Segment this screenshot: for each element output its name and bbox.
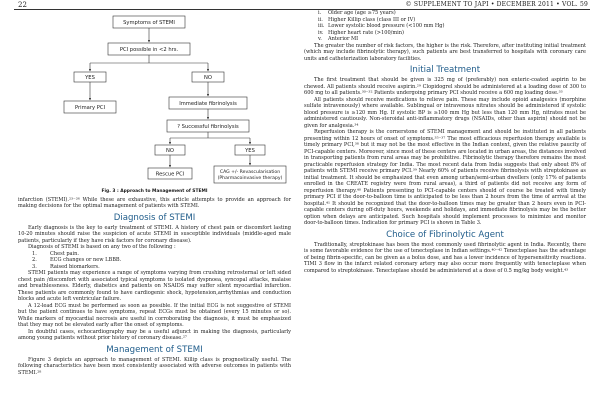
diagnosis-paragraph-3: STEMI patients may experience a range of symptoms varying from crushing retrosternal or left sided chest pain /discomfort with associated typical symptoms to isolated dyspnoea, syncopal attacks, malaise and breathlessness. Elderly, diabetics and patients on NSAIDS may suffer silent myocardial infarction. These patients are commonly found to have cardiogenic shock, hypotension,arrhythmias and conduction blocks and acute left ventricular failure.	[18, 270, 291, 303]
initial-paragraph-2: All patients should receive medications to relieve pain. These may include opioid analgesics (morphine sulfate intravenously) where available. Sublingual or intravenous nitrates should be administered if systolic blood pressure is ≥120 mm Hg. If systolic BP is ≥100 mm Hg but less than 120 mm Hg, nitrates must be administered cautiously. Non-steroidal anti-inflammatory drugs (NSAIDs, other than aspirin) should not be given for analgesia.³⁴	[304, 96, 586, 129]
figure-caption	[18, 189, 291, 195]
initial-paragraph-3: Reperfusion therapy is the cornerstone of STEMI management and should be instituted in all patients presenting within 12 hours of onset of symptoms.³⁵⁻³⁷ The most efficacious reperfusion therapy available is timely primary PCI,³⁸ but it may not be the most effective in the Indian context, given the relative paucity of PCI-capable centers. Moreover, since most of these centers are located in urban areas, the distances involved in transporting patients from rural areas may be prohibitive. Fibrinolytic therapy therefore remains the most practicable reperfusion strategy for India. The most recent data from India suggests that only about 8% of patients with STEMI receive primary PCI.³⁹ Nearly 60% of patients receive fibrinolysis with streptokinase as initial treatment. It should be emphasized that even among urban/semi-urban dwellers (only 17% of patients enrolled in the CREATE registry were from rural areas), a third of patients did not receive any form of reperfusion therapy.⁴⁰ Patients presenting to PCI-capable centers should of course be treated with timely primary PCI if the door-to-balloon time is anticipated to be less than 2 hours from the time of arrival at the hospital.⁴¹ It should be recognized that the door-to-balloon times may be greater than 2 hours even in PCI-capable centers during off-duty hours, weekends and holidays, and immediate fibrinolysis may be the better option when delays are anticipated. Such hospitals should implement processes to minimize and monitor door-to-balloon times. Indication for primary PCI is shown in Table 3.	[304, 129, 586, 226]
initial-paragraph-1: The first treatment that should be given is 325 mg of (preferably) non enteric-coated aspirin to be chewed. All patients should receive aspirin.²⁹ Clopidogrel should be administered at a loading dose of 300 to 600 mg to all patients.³⁰⁻³² Patients undergoing primary PCI should receive a 600 mg loading dose.³³	[304, 77, 586, 96]
management-paragraph-1: Figure 3 depicts an approach to management of STEMI. Killip class is prognostically useful. The following characteristics have been most consistently associated with adverse outcomes in patients with STEMI.²⁸	[18, 356, 291, 376]
box-cag-label-line: (Pharmacoinvasive therapy)	[217, 176, 283, 181]
label-no-lower: NO	[166, 148, 174, 154]
list-item-number: 2.	[32, 257, 37, 264]
list-item-number: 3.	[32, 263, 37, 270]
list-item-number: iv.	[318, 29, 324, 36]
intro-paragraph: infarction (STEMI).²³⁻²⁶ While these are exhaustive, this article attempts to provide an approach for making decisions for the optimal management of patients with STEMI.	[18, 196, 291, 210]
list-item-text: Lower systolic blood pressure (<100 mm Hg)	[328, 23, 445, 29]
right-column	[304, 10, 586, 274]
list-item-number: ii.	[318, 16, 323, 23]
box-primary-pci-label: Primary PCI	[75, 105, 105, 111]
box-cag-label-line: CAG +/- Revascularisation	[219, 170, 281, 175]
list-item-text: Higher heart rate (>100/min)	[328, 29, 404, 36]
heading-management: Management of STEMI	[106, 344, 203, 355]
box-rescue-pci-label: Rescue PCI	[155, 171, 185, 178]
label-yes-left: YES	[85, 75, 95, 81]
box-immediate-fib-label: Immediate fibrinolysis	[179, 101, 237, 107]
box-symptoms-label: Symptoms of STEMI	[123, 20, 175, 26]
list-item-text: Higher Killip class (class III or IV)	[328, 16, 416, 23]
diagnosis-paragraph-4: A 12-lead ECG must be performed as soon as possible. If the initial ECG is not suggestive of STEMI but the patient continues to have symptoms, repeat ECGs must be obtained (every 15 minutes or so). While markers of myocardial necrosis are useful in corroborating the diagnosis, it must be emphasized that they may not be elevated early after the onset of symptoms.	[18, 302, 291, 329]
risk-paragraph: The greater the number of risk factors, the higher is the risk. Therefore, after instituting initial treatment (which may include fibrinolytic therapy), such patients are best transferred to hospitals with coronary care units and catheterization laboratory facilities.	[304, 42, 586, 62]
diagnosis-paragraph-5: In doubtful cases, echocardiography may be a useful adjunct in making the diagnosis, particularly among young patients without prior history of coronary disease.²⁷	[18, 328, 291, 342]
figure-caption-title: Fig. 3 : Approach to Management of STEMI	[101, 189, 208, 194]
box-cag-label	[218, 169, 283, 181]
list-item-text: ECG changes or new LBBB.	[50, 257, 122, 264]
list-item-number: v.	[318, 36, 322, 42]
list-item-number: 1.	[32, 250, 37, 257]
page-number: 22	[18, 1, 27, 9]
flowchart-figure	[18, 10, 291, 188]
list-item-number: i.	[318, 10, 322, 16]
list-item-text: Chest pain.	[50, 250, 80, 257]
box-successful-fib-label: ? Successful fibrinolysis	[177, 124, 239, 130]
left-column	[18, 10, 291, 376]
heading-initial-treatment: Initial Treatment	[409, 65, 481, 75]
list-item-text: Older age (age ≥75 years)	[328, 10, 396, 16]
heading-fibrinolytic-choice: Choice of Fibrinolytic Agent	[386, 229, 504, 240]
box-pci-question-label: PCI possible in <2 hrs.	[119, 47, 179, 53]
choice-paragraph-1: Traditionally, streptokinase has been the most commonly used fibrinolytic agent in India. Recently, there is some favorable evidence for the use of tenecteplase in Indian settings.⁴⁰⁻⁴² Tenecteplase has the advantage of being fibrin-specific, can be given as a bolus dose, and has a lower incidence of hypersensitivity reactions. TIMI 3 flow in the infarct related coronary artery may also occur more frequently with tenecteplase when compared to streptokinase. Tenecteplase should be administered at a dose of 0.5 mg/kg body weight.⁴³	[304, 241, 586, 274]
list-item-text: Raised biomarkers.	[50, 263, 100, 270]
diagnosis-paragraph-1: Early diagnosis is the key to early treatment of STEMI. A history of chest pain or discomfort lasting 10-20 minutes should raise the suspicion of acute STEMI in susceptible individuals (middle-aged male patients, particularly if they have risk factors for coronary disease).	[18, 224, 291, 244]
list-item-text: Anterior MI	[328, 36, 359, 42]
label-no-right: NO	[204, 75, 212, 81]
risk-factor-list	[304, 10, 586, 43]
heading-diagnosis: Diagnosis of STEMI	[113, 212, 196, 223]
running-title: © SUPPLEMENT TO JAPI • DECEMBER 2011 • VOL. 59	[405, 1, 588, 8]
label-yes-lower: YES	[245, 148, 255, 154]
diagnosis-paragraph-2: Diagnosis of STEMI is based on any two of the following :	[28, 244, 176, 251]
diagnosis-criteria-list	[18, 251, 291, 271]
list-item-number: iii.	[318, 23, 325, 29]
